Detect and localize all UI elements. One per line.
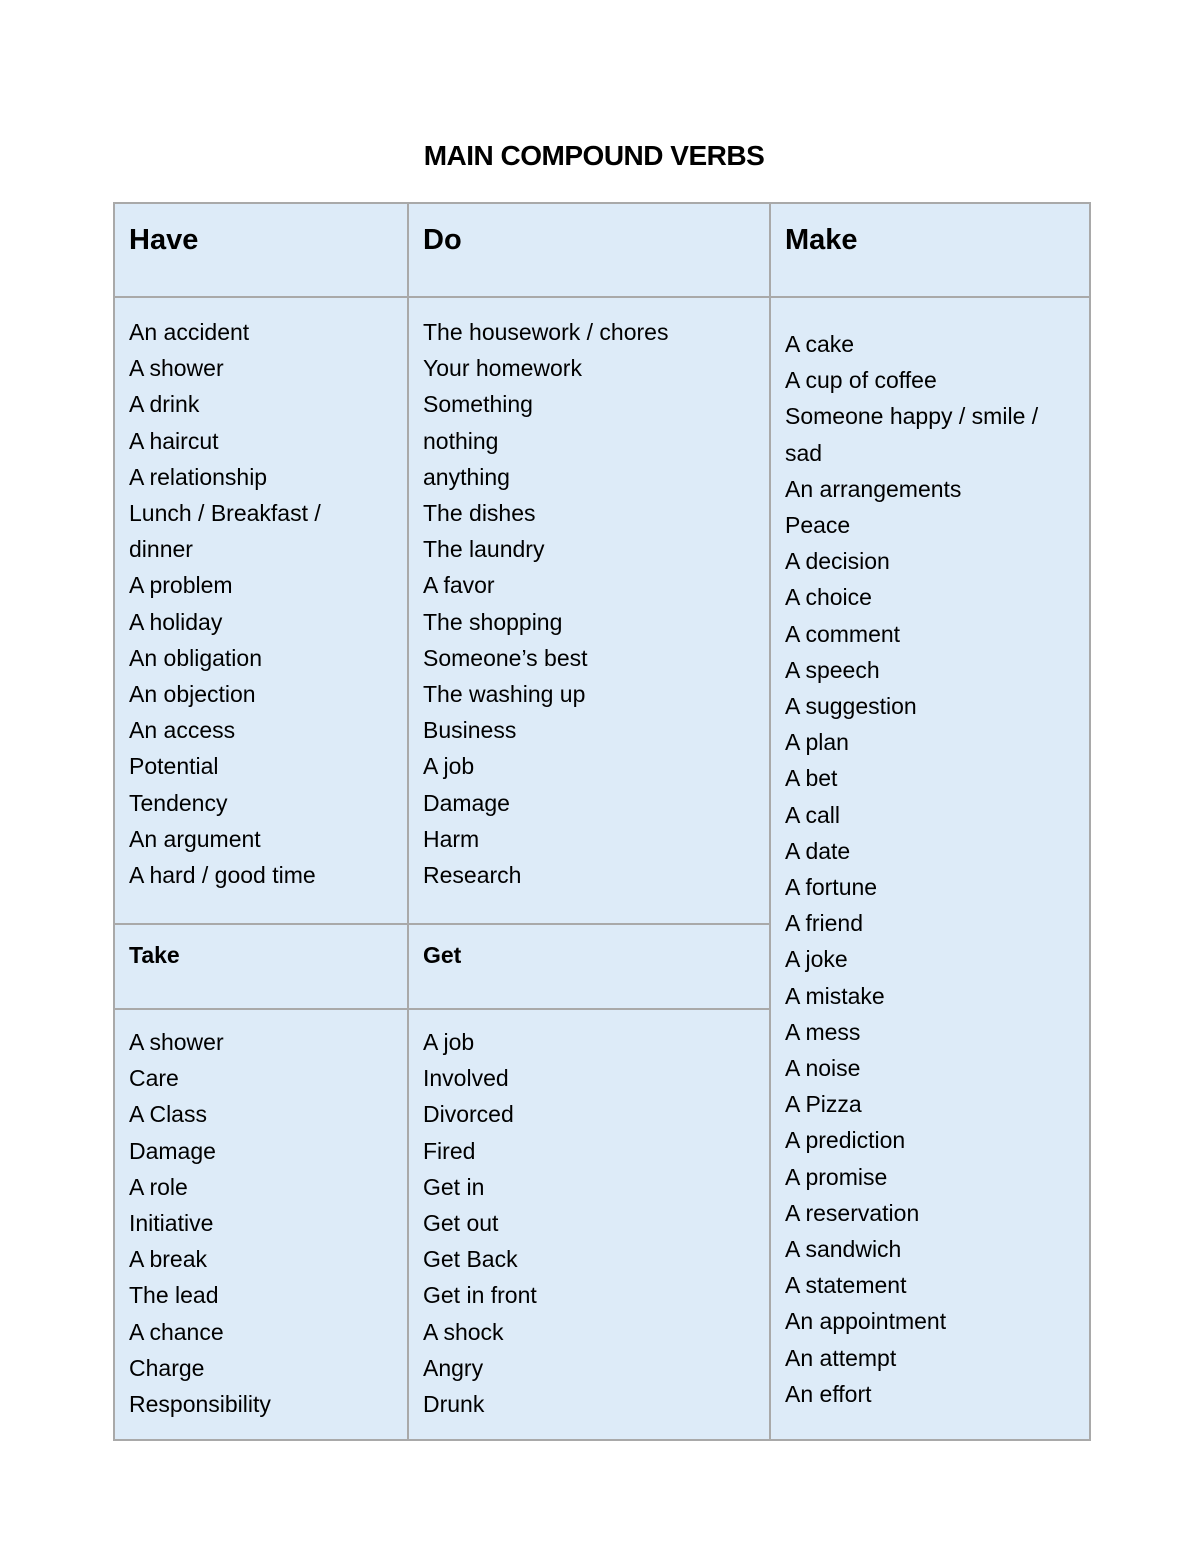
have-list-item: A shower bbox=[129, 355, 224, 382]
have-list-item: A holiday bbox=[129, 608, 223, 635]
header-take-label: Take bbox=[129, 942, 180, 968]
header-make bbox=[769, 202, 1091, 298]
get-list-item: Drunk bbox=[423, 1391, 485, 1418]
do-list-item: Harm bbox=[423, 825, 480, 852]
make-cell bbox=[769, 296, 1091, 1441]
take-list-item: Damage bbox=[129, 1137, 216, 1164]
make-list-item: A mistake bbox=[785, 982, 885, 1009]
header-make-label: Make bbox=[785, 224, 858, 256]
take-list-item: A break bbox=[129, 1246, 207, 1273]
header-get bbox=[407, 923, 771, 1010]
have-list-item: A hard / good time bbox=[129, 862, 316, 889]
make-list-item: A speech bbox=[785, 656, 880, 683]
make-list-item: A cup of coffee bbox=[785, 367, 937, 394]
get-list-item: Fired bbox=[423, 1137, 476, 1164]
header-do bbox=[407, 202, 771, 298]
make-list-item: A prediction bbox=[785, 1127, 906, 1154]
make-list-item: Someone happy / smile / bbox=[785, 403, 1039, 430]
do-list-item: The dishes bbox=[423, 500, 536, 527]
do-list-item: Someone’s best bbox=[423, 644, 588, 671]
make-list-item: A Pizza bbox=[785, 1091, 862, 1118]
make-list-item: Peace bbox=[785, 512, 851, 539]
have-cell bbox=[113, 296, 409, 925]
take-list-item: Charge bbox=[129, 1354, 205, 1381]
get-list-item: Get in bbox=[423, 1173, 485, 1200]
have-list-item: Potential bbox=[129, 753, 219, 780]
header-have-label: Have bbox=[129, 224, 199, 256]
do-cell bbox=[407, 296, 771, 925]
make-list-item: A call bbox=[785, 801, 840, 828]
have-list-item: Lunch / Breakfast / bbox=[129, 500, 321, 527]
do-list-item: A job bbox=[423, 753, 475, 780]
get-list-item: Angry bbox=[423, 1354, 484, 1381]
do-list-item: A favor bbox=[423, 572, 495, 599]
make-list-item: A suggestion bbox=[785, 693, 917, 720]
take-list-item: Initiative bbox=[129, 1210, 214, 1237]
header-have bbox=[113, 202, 409, 298]
make-list-item: An effort bbox=[785, 1380, 872, 1407]
make-list-item: sad bbox=[785, 439, 823, 466]
take-list-item: Responsibility bbox=[129, 1391, 271, 1418]
get-list-item: Get Back bbox=[423, 1246, 518, 1273]
get-list-item: A job bbox=[423, 1029, 475, 1055]
make-list-item: A fortune bbox=[785, 874, 878, 901]
take-list-item: Care bbox=[129, 1065, 179, 1092]
do-list-item: The washing up bbox=[423, 681, 586, 708]
get-list-item: A shock bbox=[423, 1318, 504, 1345]
have-list-item: A relationship bbox=[129, 463, 268, 490]
do-list-item: The housework / chores bbox=[423, 319, 669, 345]
make-list-item: A friend bbox=[785, 910, 863, 937]
make-list-item: A reservation bbox=[785, 1199, 920, 1226]
have-list-item: dinner bbox=[129, 536, 193, 563]
do-list-item: Business bbox=[423, 717, 517, 744]
do-list bbox=[423, 314, 668, 893]
do-list-item: Research bbox=[423, 862, 522, 889]
do-list-item: Damage bbox=[423, 789, 510, 816]
make-list-item: An attempt bbox=[785, 1344, 897, 1371]
make-list-item: An appointment bbox=[785, 1308, 947, 1335]
get-list-item: Involved bbox=[423, 1065, 509, 1092]
make-list-item: A statement bbox=[785, 1272, 907, 1299]
get-list-item: Divorced bbox=[423, 1101, 514, 1128]
make-list bbox=[785, 326, 1038, 1412]
make-list-item: A date bbox=[785, 837, 851, 864]
make-list-item: An arrangements bbox=[785, 475, 962, 502]
make-list-item: A joke bbox=[785, 946, 848, 973]
have-list-item: A problem bbox=[129, 572, 233, 599]
have-list-item: An argument bbox=[129, 825, 261, 852]
page-title: MAIN COMPOUND VERBS bbox=[423, 140, 765, 171]
header-take bbox=[113, 923, 409, 1010]
take-list bbox=[129, 1024, 271, 1422]
get-list-item: Get out bbox=[423, 1210, 499, 1237]
make-list-item: A promise bbox=[785, 1163, 888, 1190]
have-list-item: A haircut bbox=[129, 427, 219, 454]
take-list-item: A Class bbox=[129, 1101, 207, 1128]
make-list-item: A choice bbox=[785, 584, 872, 611]
have-list bbox=[129, 314, 321, 893]
header-do-label: Do bbox=[423, 224, 462, 256]
take-list-item: A shower bbox=[129, 1029, 224, 1055]
take-list-item: The lead bbox=[129, 1282, 219, 1309]
take-list-item: A chance bbox=[129, 1318, 224, 1345]
have-list-item: An access bbox=[129, 717, 236, 744]
do-list-item: anything bbox=[423, 463, 510, 490]
make-list-item: A bet bbox=[785, 765, 838, 792]
have-list-item: Tendency bbox=[129, 789, 228, 816]
do-list-item: Your homework bbox=[423, 355, 582, 382]
get-cell bbox=[407, 1008, 771, 1441]
take-list-item: A role bbox=[129, 1173, 188, 1200]
do-list-item: Something bbox=[423, 391, 533, 418]
get-list bbox=[423, 1024, 537, 1422]
make-list-item: A comment bbox=[785, 620, 901, 647]
header-get-label: Get bbox=[423, 942, 462, 968]
make-list-item: A plan bbox=[785, 729, 849, 756]
take-cell bbox=[113, 1008, 409, 1441]
have-list-item: An accident bbox=[129, 319, 250, 345]
make-list-item: A noise bbox=[785, 1055, 861, 1082]
make-list-item: A cake bbox=[785, 331, 855, 357]
get-list-item: Get in front bbox=[423, 1282, 537, 1309]
do-list-item: nothing bbox=[423, 427, 499, 454]
have-list-item: An obligation bbox=[129, 644, 262, 671]
have-list-item: An objection bbox=[129, 681, 256, 708]
make-list-item: A decision bbox=[785, 548, 890, 575]
do-list-item: The shopping bbox=[423, 608, 563, 635]
have-list-item: A drink bbox=[129, 391, 200, 418]
make-list-item: A mess bbox=[785, 1018, 861, 1045]
do-list-item: The laundry bbox=[423, 536, 545, 563]
make-list-item: A sandwich bbox=[785, 1236, 902, 1263]
